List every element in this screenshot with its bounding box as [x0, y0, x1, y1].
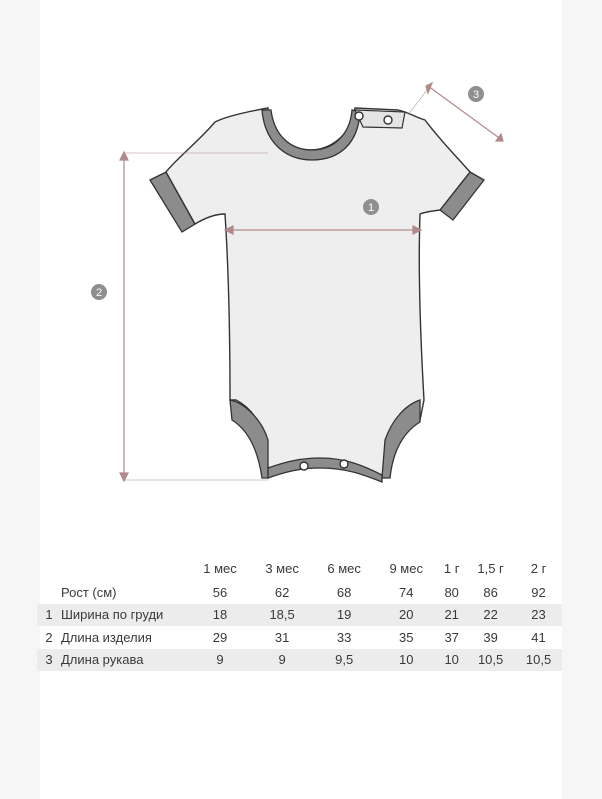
table-cell: 19 [313, 604, 375, 627]
table-cell: 22 [466, 604, 515, 627]
row-number: 3 [37, 649, 61, 672]
table-cell: 39 [483, 629, 498, 645]
crotch-snap [300, 462, 308, 470]
row-label: Длина рукава [61, 649, 189, 672]
marker-length-label: 2 [95, 287, 103, 299]
table-cell: 86 [483, 584, 498, 600]
table-cell: 9,5 [313, 649, 375, 672]
table-cell: 37 [444, 629, 459, 645]
size-column-header: 1 мес [203, 560, 237, 576]
size-column-header: 3 мес [265, 560, 299, 576]
table-cell: 56 [212, 584, 228, 600]
marker-chest [363, 199, 379, 215]
bodysuit-body [166, 108, 470, 478]
table-cell: 10,5 [466, 649, 515, 672]
table-row-length [37, 626, 562, 649]
table-cell: 10 [437, 649, 466, 672]
marker-sleeve [468, 86, 484, 102]
table-cell: 62 [274, 584, 290, 600]
table-cell: 68 [336, 584, 352, 600]
shoulder-snap [355, 112, 363, 120]
table-cell: 80 [444, 584, 459, 600]
marker-length [91, 284, 107, 300]
table-row-chest [37, 604, 562, 627]
size-column-header: 9 мес [389, 560, 423, 576]
table-cell: 23 [515, 604, 562, 627]
table-cell: 92 [531, 584, 546, 600]
table-cell: 29 [212, 629, 228, 645]
table-cell: 9 [251, 649, 313, 672]
table-cell: 35 [398, 629, 414, 645]
size-column-header: 1 г [443, 560, 460, 576]
header-spacer [61, 555, 189, 581]
marker-sleeve-label: 3 [472, 89, 480, 101]
table-cell: 20 [375, 604, 437, 627]
table-row-height [37, 581, 562, 604]
crotch-snap [340, 460, 348, 468]
shoulder-snap [384, 116, 392, 124]
row-label: Рост (см) [61, 584, 117, 600]
table-cell: 74 [398, 584, 414, 600]
table-cell: 9 [189, 649, 251, 672]
size-table [37, 555, 562, 671]
size-column-header: 6 мес [327, 560, 361, 576]
row-number: 2 [45, 629, 53, 645]
row-number [37, 581, 61, 604]
size-column-header: 2 г [530, 560, 547, 576]
table-cell: 41 [531, 629, 546, 645]
table-cell: 18,5 [251, 604, 313, 627]
header-spacer [37, 555, 61, 581]
size-header-row [37, 555, 562, 581]
size-column-header: 1,5 г [477, 560, 504, 576]
row-label: Ширина по груди [61, 604, 189, 627]
table-row-sleeve [37, 649, 562, 672]
marker-chest-label: 1 [367, 202, 375, 214]
row-label: Длина изделия [61, 629, 152, 645]
table-cell: 21 [437, 604, 466, 627]
table-cell: 10 [375, 649, 437, 672]
table-cell: 33 [336, 629, 352, 645]
table-cell: 31 [274, 629, 290, 645]
table-cell: 10,5 [515, 649, 562, 672]
row-number: 1 [37, 604, 61, 627]
table-cell: 18 [189, 604, 251, 627]
